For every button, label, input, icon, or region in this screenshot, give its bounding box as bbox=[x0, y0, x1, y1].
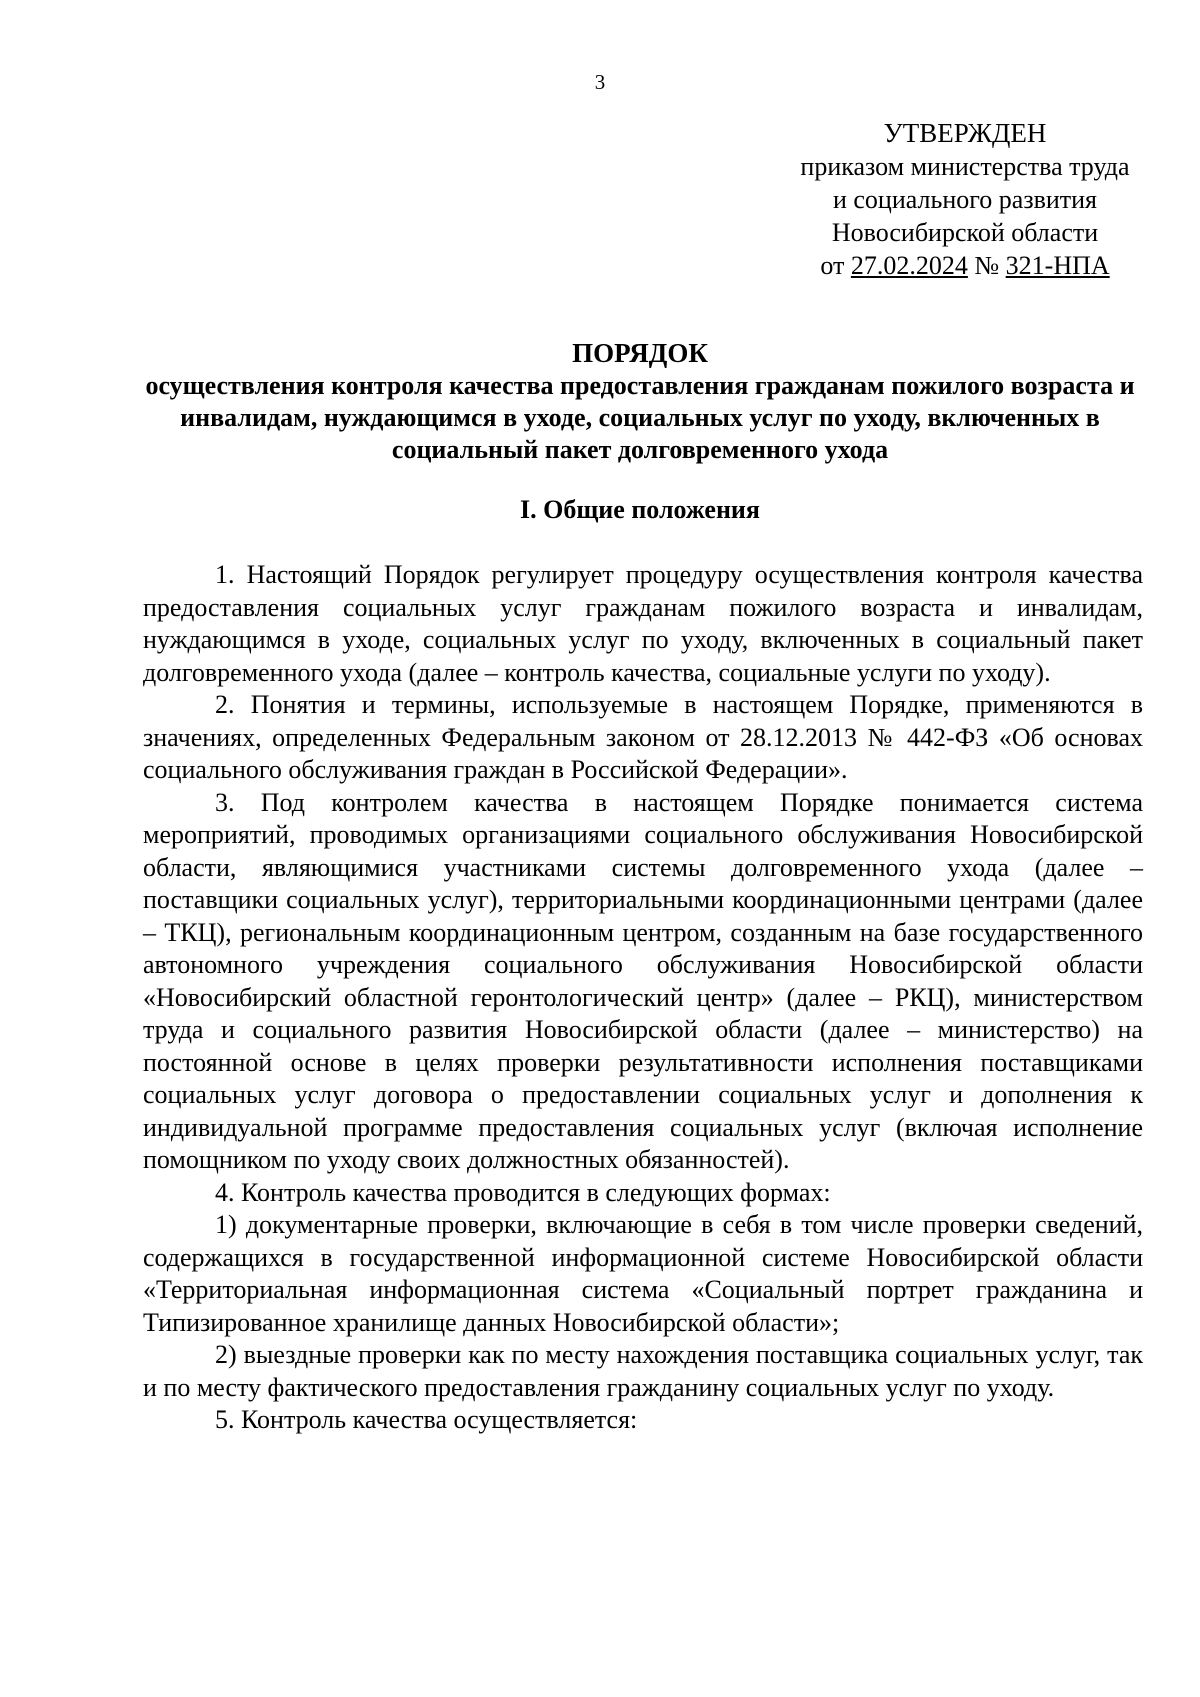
order-date: 27.02.2024 bbox=[850, 251, 968, 280]
document-title: ПОРЯДОК bbox=[572, 338, 708, 368]
order-number: 321-НПА bbox=[1005, 251, 1110, 280]
document-body bbox=[143, 559, 1143, 1437]
order-prefix: от bbox=[820, 251, 845, 280]
section-heading: I. Общие положения bbox=[520, 495, 760, 524]
paragraph-2: 2. Понятия и термины, используемые в настоящем Порядке, применяются в значениях, определенных Федеральным законом от 28.12.2013 № 442-ФЗ «Об основах социального обслуживания граждан в Российской Федерации». bbox=[143, 690, 1143, 784]
approval-line-1: приказом министерства труда bbox=[800, 152, 1130, 181]
page-number: 3 bbox=[594, 70, 606, 94]
approval-line-3: Новосибирской области bbox=[831, 218, 1099, 247]
approval-line-2: и социального развития bbox=[832, 185, 1098, 214]
order-number-sign: № bbox=[974, 251, 1000, 280]
paragraph-3: 3. Под контролем качества в настоящем Порядке понимается система мероприятий, проводимых организациями социального обслуживания Новосибирской области, являющимися участниками системы долговременного ухода (далее – поставщики социальных услуг), территориальными координационными центрами (далее – ТКЦ), региональным координационным центром, созданным на базе государственного автономного учреждения социального обслуживания Новосибирской области «Новосибирский областной геронтологический центр» (далее – РКЦ), министерством труда и социального развития Новосибирской области (далее – министерство) на постоянной основе в целях проверки результативности исполнения поставщиками социальных услуг договора о предоставлении социальных услуг и дополнения к индивидуальной программе предоставления социальных услуг (включая исполнение помощником по уходу своих должностных обязанностей). bbox=[143, 787, 1143, 1174]
paragraph-1: 1. Настоящий Порядок регулирует процедуру осуществления контроля качества предоставления социальных услуг гражданам пожилого возраста и инвалидам, нуждающимся в уходе, социальных услуг по уходу, включенных в социальный пакет долговременного ухода (далее – контроль качества, социальные услуги по уходу). bbox=[143, 560, 1143, 687]
document-title-block bbox=[140, 336, 1140, 466]
paragraph-4-item-2: 2) выездные проверки как по месту нахождения поставщика социальных услуг, так и по месту фактического предоставления гражданину социальных услуг по уходу. bbox=[143, 1340, 1143, 1402]
paragraph-4-item-1: 1) документарные проверки, включающие в себя в том числе проверки сведений, содержащихся в государственной информационной системе Новосибирской области «Территориальная информационная система «Социальный портрет гражданина и Типизированное хранилище данных Новосибирской области»; bbox=[143, 1210, 1143, 1337]
approval-order-line bbox=[770, 249, 1160, 282]
approval-stamp-title: УТВЕРЖДЕН bbox=[883, 118, 1047, 148]
paragraph-5: 5. Контроль качества осуществляется: bbox=[215, 1405, 638, 1434]
document-subtitle: осуществления контроля качества предоставления гражданам пожилого возраста и инвалидам, нуждающимся в уходе, социальных услуг по уходу, включенных в социальный пакет долговременного ухода bbox=[145, 371, 1135, 464]
paragraph-4: 4. Контроль качества проводится в следующих формах: bbox=[215, 1177, 831, 1207]
approval-block bbox=[770, 116, 1160, 282]
